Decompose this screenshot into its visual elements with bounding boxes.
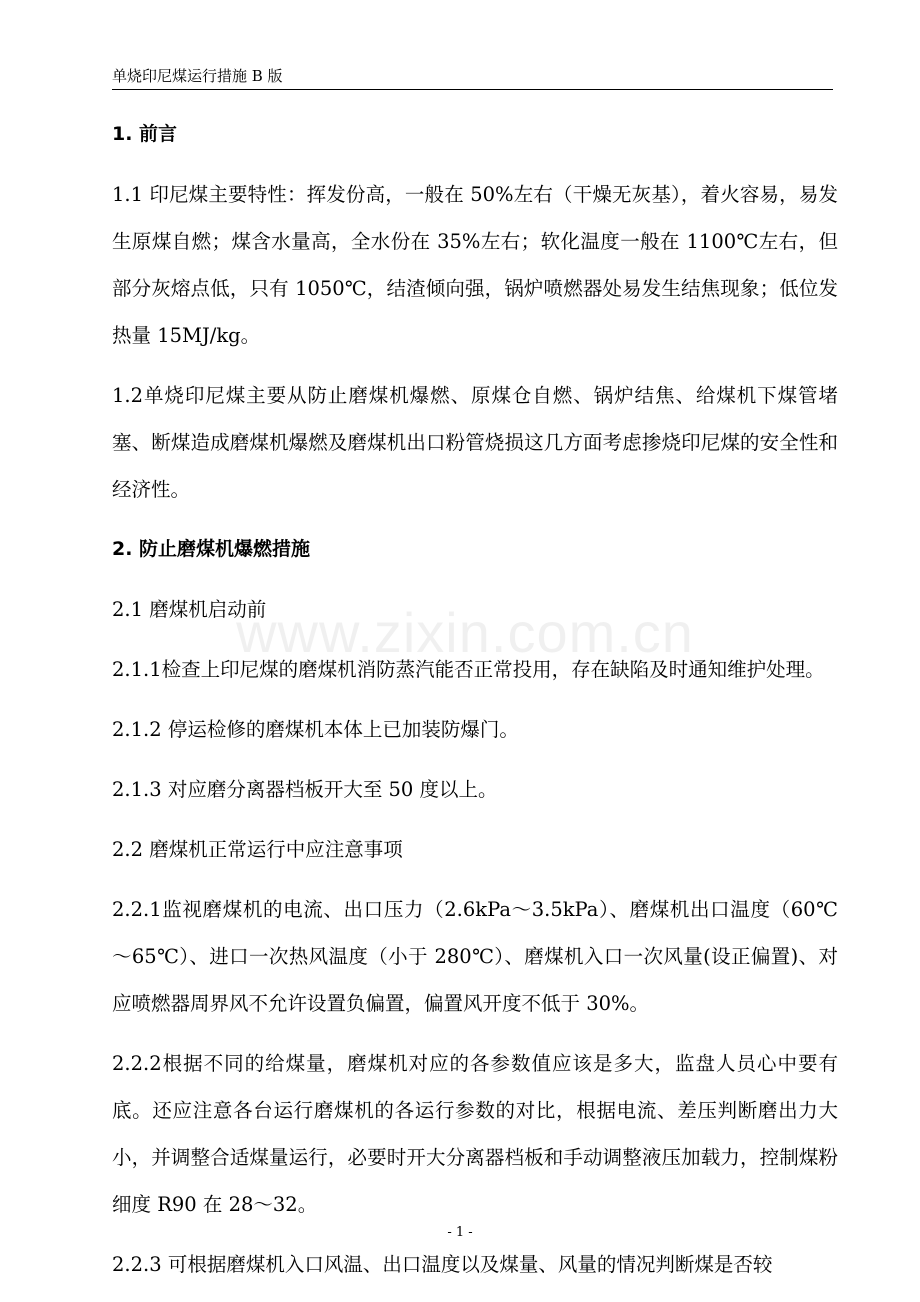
document-body bbox=[112, 111, 838, 1301]
paragraph: 1.1 印尼煤主要特性：挥发份高，一般在 50%左右（干燥无灰基），着火容易，易发生原煤自燃；煤含水量高，全水份在 35%左右；软化温度一般在 1100℃左右，但部分灰熔点低，只有 1050℃，结渣倾向强，锅炉喷燃器处易发生结焦现象；低位发热量 15MJ/kg。 bbox=[112, 183, 838, 347]
running-header: 单烧印尼煤运行措施 B 版 bbox=[112, 67, 283, 85]
paragraph: 2.2.1监视磨煤机的电流、出口压力（2.6kPa～3.5kPa）、磨煤机出口温度（60℃～65℃）、进口一次热风温度（小于 280℃）、磨煤机入口一次风量(设正偏置)、对应喷燃器周界风不允许设置负偏置，偏置风开度不低于 30%。 bbox=[112, 898, 838, 1015]
header-divider bbox=[112, 89, 833, 90]
section-heading: 2. 防止磨煤机爆燃措施 bbox=[112, 538, 311, 560]
paragraph: 2.2.3 可根据磨煤机入口风温、出口温度以及煤量、风量的情况判断煤是否较 bbox=[112, 1253, 773, 1276]
watermark: www.zixin.com.cn bbox=[236, 601, 694, 664]
page-number: - 1 - bbox=[447, 1225, 473, 1240]
paragraph: 2.1.1检查上印尼煤的磨煤机消防蒸汽能否正常投用，存在缺陷及时通知维护处理。 bbox=[112, 658, 825, 681]
paragraph: 2.2.2根据不同的给煤量，磨煤机对应的各参数值应该是多大，监盘人员心中要有底。还应注意各台运行磨煤机的各运行参数的对比，根据电流、差压判断磨出力大小，并调整合适煤量运行，必要时开大分离器档板和手动调整液压加载力，控制煤粉细度 R90 在 28～32。 bbox=[112, 1052, 838, 1216]
section-heading: 1. 前言 bbox=[112, 123, 178, 145]
subsection-heading: 2.2 磨煤机正常运行中应注意事项 bbox=[112, 838, 403, 861]
paragraph: 2.1.3 对应磨分离器档板开大至 50 度以上。 bbox=[112, 778, 498, 801]
paragraph: 1.2单烧印尼煤主要从防止磨煤机爆燃、原煤仓自燃、锅炉结焦、给煤机下煤管堵塞、断煤造成磨煤机爆燃及磨煤机出口粉管烧损这几方面考虑掺烧印尼煤的安全性和经济性。 bbox=[112, 384, 838, 501]
subsection-heading: 2.1 磨煤机启动前 bbox=[112, 598, 267, 621]
paragraph: 2.1.2 停运检修的磨煤机本体上已加装防爆门。 bbox=[112, 718, 519, 741]
